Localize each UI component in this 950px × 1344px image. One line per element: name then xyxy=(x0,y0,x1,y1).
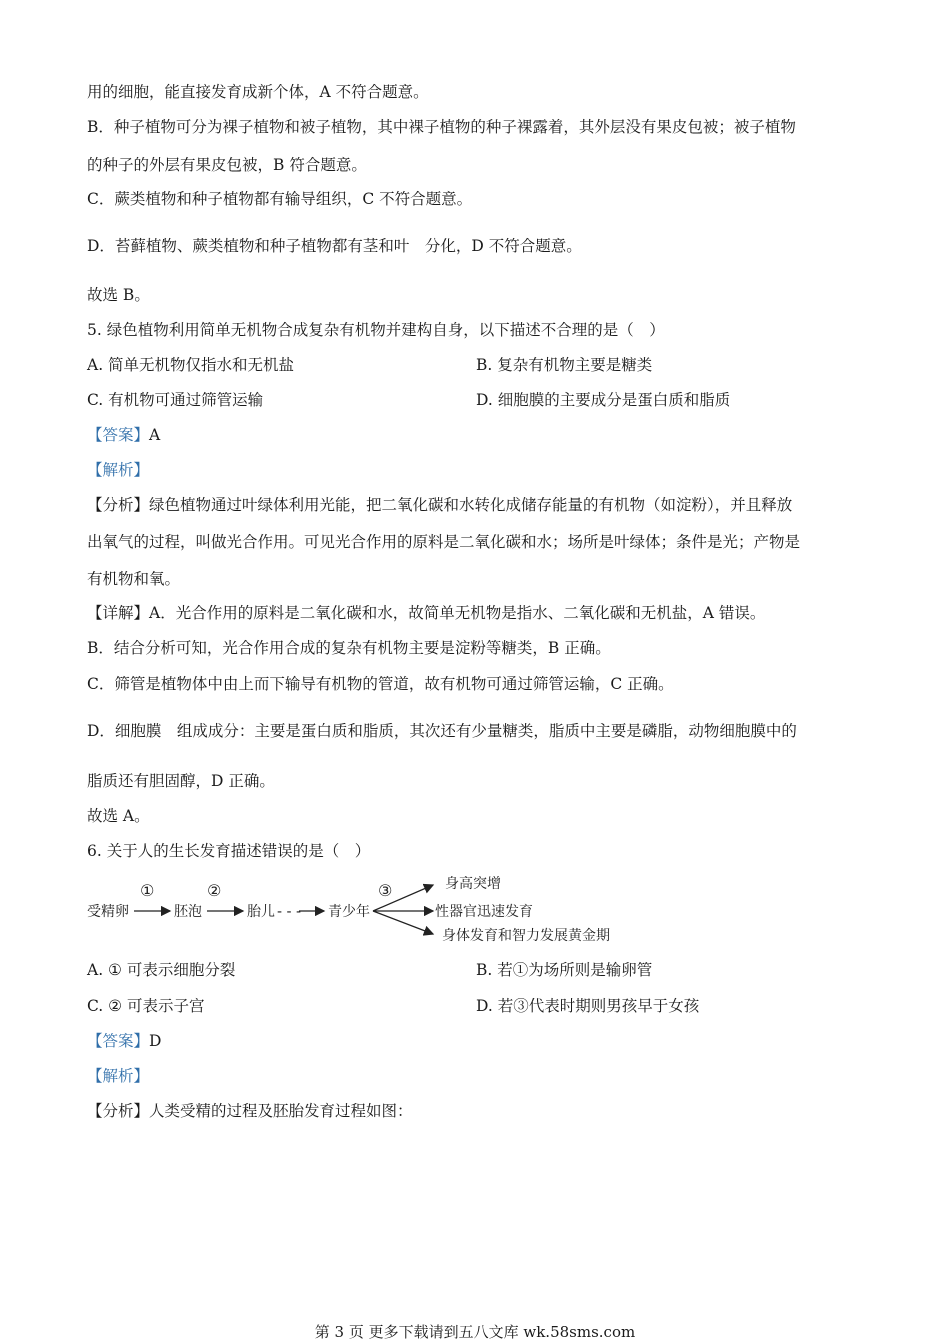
q6-option-d: D. 若③代表时期则男孩早于女孩 xyxy=(476,997,700,1015)
branch-label-1: 身高突增 xyxy=(445,876,501,892)
q5-answer xyxy=(87,425,160,445)
q5-xiangjie-line: 故选 A。 xyxy=(87,807,150,825)
paragraph-line: 的种子的外层有果皮包被，B 符合题意。 xyxy=(87,156,367,174)
q6-fenxi-line xyxy=(87,1101,413,1121)
answer-value: A xyxy=(149,426,161,444)
q5-xiangjie-line: D．细胞膜 组成成分：主要是蛋白质和脂质，其次还有少量糖类，脂质中主要是磷脂，动物细胞膜中的 xyxy=(87,722,797,740)
q5-stem: 5. 绿色植物利用简单无机物合成复杂有机物并建构自身，以下描述不合理的是（ ） xyxy=(87,321,665,339)
development-flow-diagram xyxy=(87,876,627,946)
xiangjie-text: A．光合作用的原料是二氧化碳和水，故简单无机物是指水、二氧化碳和无机盐，A 错误。 xyxy=(149,604,766,622)
node-fertilized-egg: 受精卵 xyxy=(87,904,129,920)
branch-arrow-3 xyxy=(373,911,433,934)
q5-xiangjie-line: C．筛管是植物体中由上而下输导有机物的管道，故有机物可通过筛管运输，C 正确。 xyxy=(87,675,674,693)
paragraph-line: D．苔藓植物、蕨类植物和种子植物都有茎和叶 分化，D 不符合题意。 xyxy=(87,237,582,255)
q5-option-b: B. 复杂有机物主要是糖类 xyxy=(476,356,653,374)
q6-answer xyxy=(87,1031,161,1051)
page-footer: 第 3 页 更多下载请到五八文库 wk.58sms.com xyxy=(314,1323,636,1341)
fenxi-tag: 【分析】 xyxy=(87,496,150,514)
paragraph-line: 用的细胞，能直接发育成新个体，A 不符合题意。 xyxy=(87,83,429,101)
analysis-tag: 【解析】 xyxy=(87,1067,150,1085)
dashes: - - - xyxy=(277,904,302,920)
fenxi-tag: 【分析】 xyxy=(87,1102,150,1120)
answer-value: D xyxy=(149,1032,162,1050)
xiangjie-tag: 【详解】 xyxy=(87,604,150,622)
q5-option-c: C. 有机物可通过筛管运输 xyxy=(87,391,264,409)
q5-fenxi-line xyxy=(87,495,792,515)
q5-xiangjie-line: B．结合分析可知，光合作用合成的复杂有机物主要是淀粉等糖类，B 正确。 xyxy=(87,639,611,657)
step-label-3: ③ xyxy=(378,881,393,900)
q5-fenxi-line: 出氧气的过程，叫做光合作用。可见光合作用的原料是二氧化碳和水；场所是叶绿体；条件是光；产物是 xyxy=(87,533,801,551)
q5-fenxi-line: 有机物和氧。 xyxy=(87,570,181,588)
step-label-2: ② xyxy=(207,881,222,900)
answer-tag: 【答案】 xyxy=(87,1032,150,1050)
q6-analysis-tag xyxy=(87,1066,149,1086)
q6-option-b: B. 若①为场所则是输卵管 xyxy=(476,961,653,979)
paragraph-line: B．种子植物可分为裸子植物和被子植物，其中裸子植物的种子裸露着，其外层没有果皮包被；被子植物 xyxy=(87,118,796,136)
paragraph-line: C．蕨类植物和种子植物都有输导组织，C 不符合题意。 xyxy=(87,190,473,208)
branch-label-2: 性器官迅速发育 xyxy=(435,904,533,920)
q6-option-c: C. ② 可表示子宫 xyxy=(87,997,205,1015)
analysis-tag: 【解析】 xyxy=(87,461,150,479)
q6-option-a: A. ① 可表示细胞分裂 xyxy=(87,961,236,979)
fenxi-text: 人类受精的过程及胚胎发育过程如图： xyxy=(149,1102,413,1120)
q6-stem: 6. 关于人的生长发育描述错误的是（ ） xyxy=(87,842,371,860)
node-blastocyst: 胚泡 xyxy=(174,904,202,920)
branch-label-3: 身体发育和智力发展黄金期 xyxy=(442,928,610,944)
answer-tag: 【答案】 xyxy=(87,426,150,444)
q5-analysis-tag xyxy=(87,460,149,480)
step-label-1: ① xyxy=(140,881,155,900)
paragraph-line: 故选 B。 xyxy=(87,286,150,304)
q5-option-d: D. 细胞膜的主要成分是蛋白质和脂质 xyxy=(476,391,731,409)
node-adolescent: 青少年 xyxy=(328,904,370,920)
q5-xiangjie-line xyxy=(87,603,765,623)
fenxi-text: 绿色植物通过叶绿体利用光能，把二氧化碳和水转化成储存能量的有机物（如淀粉），并且释放 xyxy=(149,496,793,514)
q5-xiangjie-line: 脂质还有胆固醇，D 正确。 xyxy=(87,772,275,790)
node-fetus: 胎儿 xyxy=(247,904,275,920)
q5-option-a: A. 简单无机物仅指水和无机盐 xyxy=(87,356,295,374)
